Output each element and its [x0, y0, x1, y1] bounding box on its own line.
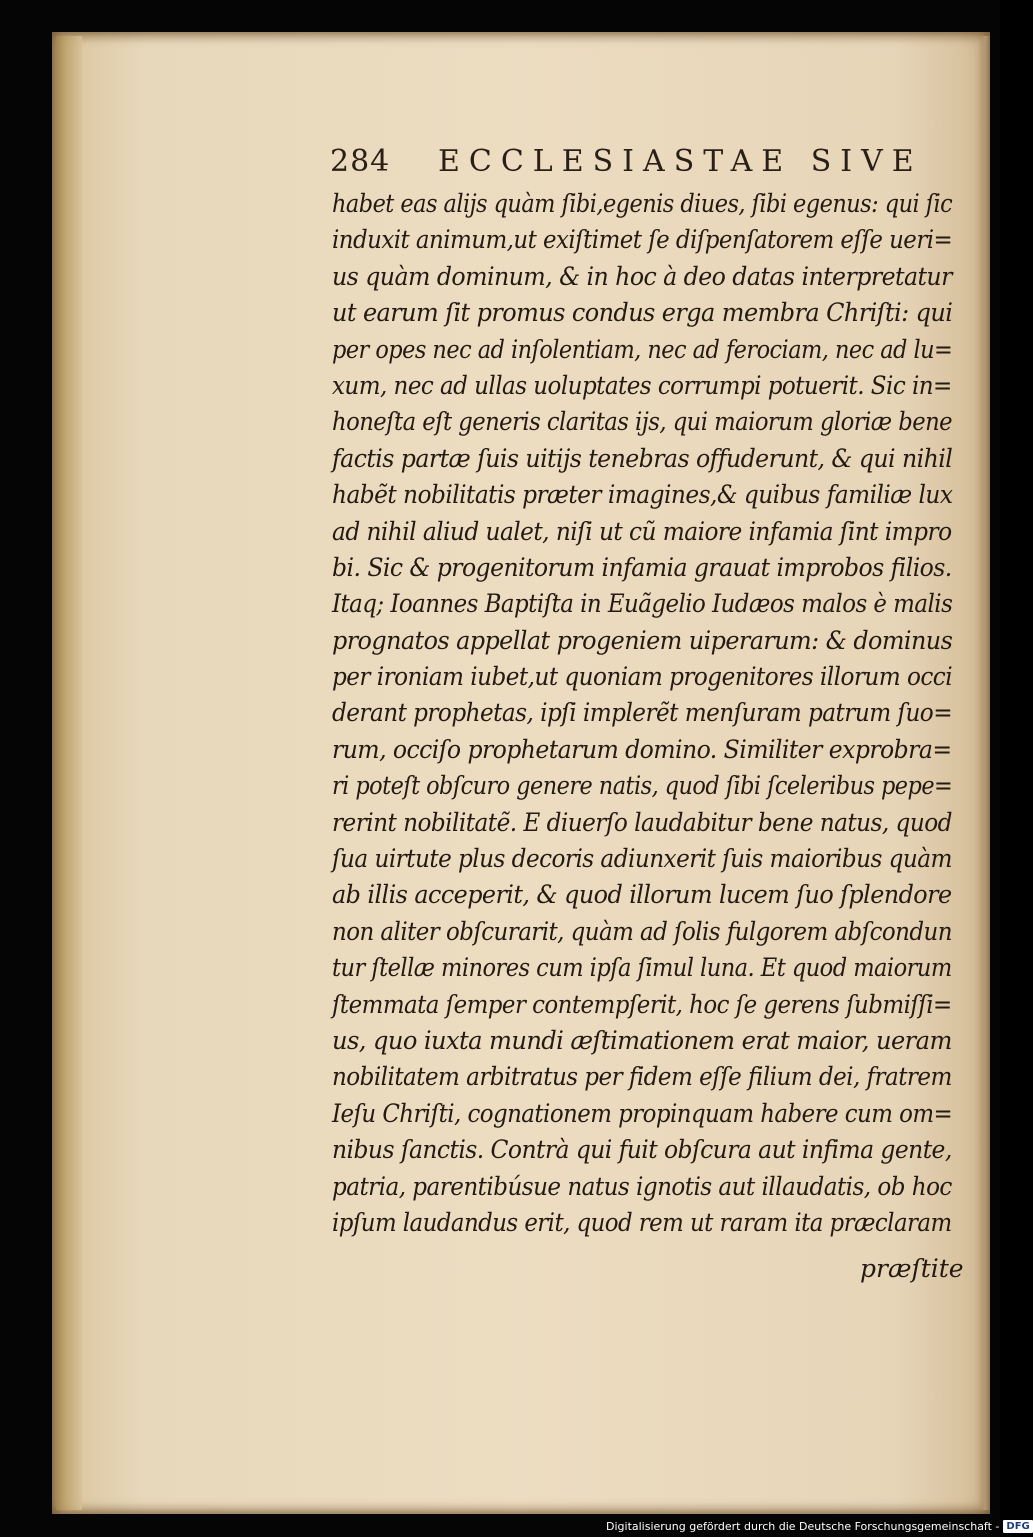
text-line: honeſta eſt generis claritas iјs, qui maiorum gloriæ bene [332, 407, 953, 437]
text-line: prognatos appellat progeniem uiperarum: & dominus [332, 625, 953, 655]
text-line: nibus ſanctis. Contrà qui fuit obſcura aut infima gente, [332, 1135, 952, 1165]
text-line: factis partæ ſuis uitiјs tenebras offuderunt, & qui nihil [332, 443, 953, 473]
text-line: per opes nec ad inſolentiam, nec ad ferociam, nec ad lu= [332, 334, 953, 364]
digitization-footer [606, 1518, 1033, 1534]
text-line: xum, nec ad ullas uoluptates corrumpi potuerit. Sic in= [332, 370, 952, 400]
page-gutter [56, 36, 82, 1510]
text-line: ut earum ſit promus condus erga membra Chriſti: qui [332, 298, 953, 328]
page-edge [978, 36, 990, 1510]
dfg-logo[interactable]: DFG [1003, 1520, 1032, 1533]
page-header [330, 140, 923, 184]
text-line: nobilitatem arbitratus per fidem eſſe filium dei, fratrem [332, 1062, 952, 1092]
text-line: tur ſtellæ minores cum ipſa ſimul luna. Et quod maiorum [332, 953, 952, 983]
text-line: Ieſu Chriſti, cognationem propinquam habere cum om= [332, 1098, 953, 1128]
catchword: præſtite [860, 1254, 964, 1283]
running-head: ECCLESIASTAE SIVE [438, 144, 923, 179]
text-line: ſtemmata ſemper contempſerit, hoc ſe gerens ſubmiſſi= [332, 989, 952, 1019]
text-line: patria, parentibúsue natus ignotis aut illaudatis, ob hoc [332, 1171, 952, 1201]
text-line: rerint nobilitatẽ. E diuerſo laudabitur bene natus, quod [332, 807, 952, 837]
text-line: rum, occiſo prophetarum domino. Similiter exprobra= [332, 734, 952, 764]
text-line: us, quo iuxta mundi æſtimationem erat maior, ueram [332, 1025, 952, 1055]
text-line: ad nihil aliud ualet, niſi ut cũ maiore infamia ſint impro [332, 516, 952, 546]
text-line: non aliter obſcurarit, quàm ad ſolis fulgorem abſcondun [332, 916, 952, 946]
text-line: derant prophetas, ipſi implerẽt menſuram patrum ſuo= [332, 698, 953, 728]
body-text [332, 186, 952, 1241]
text-line: us quàm dominum, & in hoc à deo datas interpretatur [332, 261, 952, 291]
text-line: bi. Sic & progenitorum infamia grauat improbos filios. [332, 552, 952, 582]
text-line: ipſum laudandus erit, quod rem ut raram ita præclaram [332, 1207, 952, 1237]
text-line: habẽt nobilitatis præter imagines,& quibus familiæ lux [332, 480, 953, 510]
text-line: induxit animum,ut exiſtimet ſe diſpenſatorem eſſe ueri= [332, 225, 953, 255]
text-line: per ironiam iubet,ut quoniam progenitores illorum occi [332, 662, 953, 692]
text-line: ri poteſt obſcuro genere natis, quod ſibi ſceleribus pepe= [332, 771, 953, 801]
text-line: ab illis acceperit, & quod illorum lucem ſuo ſplendore [332, 880, 952, 910]
text-line: Itaq; Ioannes Baptiſta in Euãgelio Iudæos malos è malis [332, 589, 953, 619]
text-line: habet eas aliјs quàm ſibi,egenis diues, ſibi egenus: qui ſic [332, 189, 953, 218]
page-number: 284 [330, 144, 391, 179]
funding-note: Digitalisierung gefördert durch die Deutsche Forschungsgemeinschaft - [606, 1519, 1000, 1533]
text-line: ſua uirtute plus decoris adiunxerit ſuis maioribus quàm [332, 844, 952, 874]
